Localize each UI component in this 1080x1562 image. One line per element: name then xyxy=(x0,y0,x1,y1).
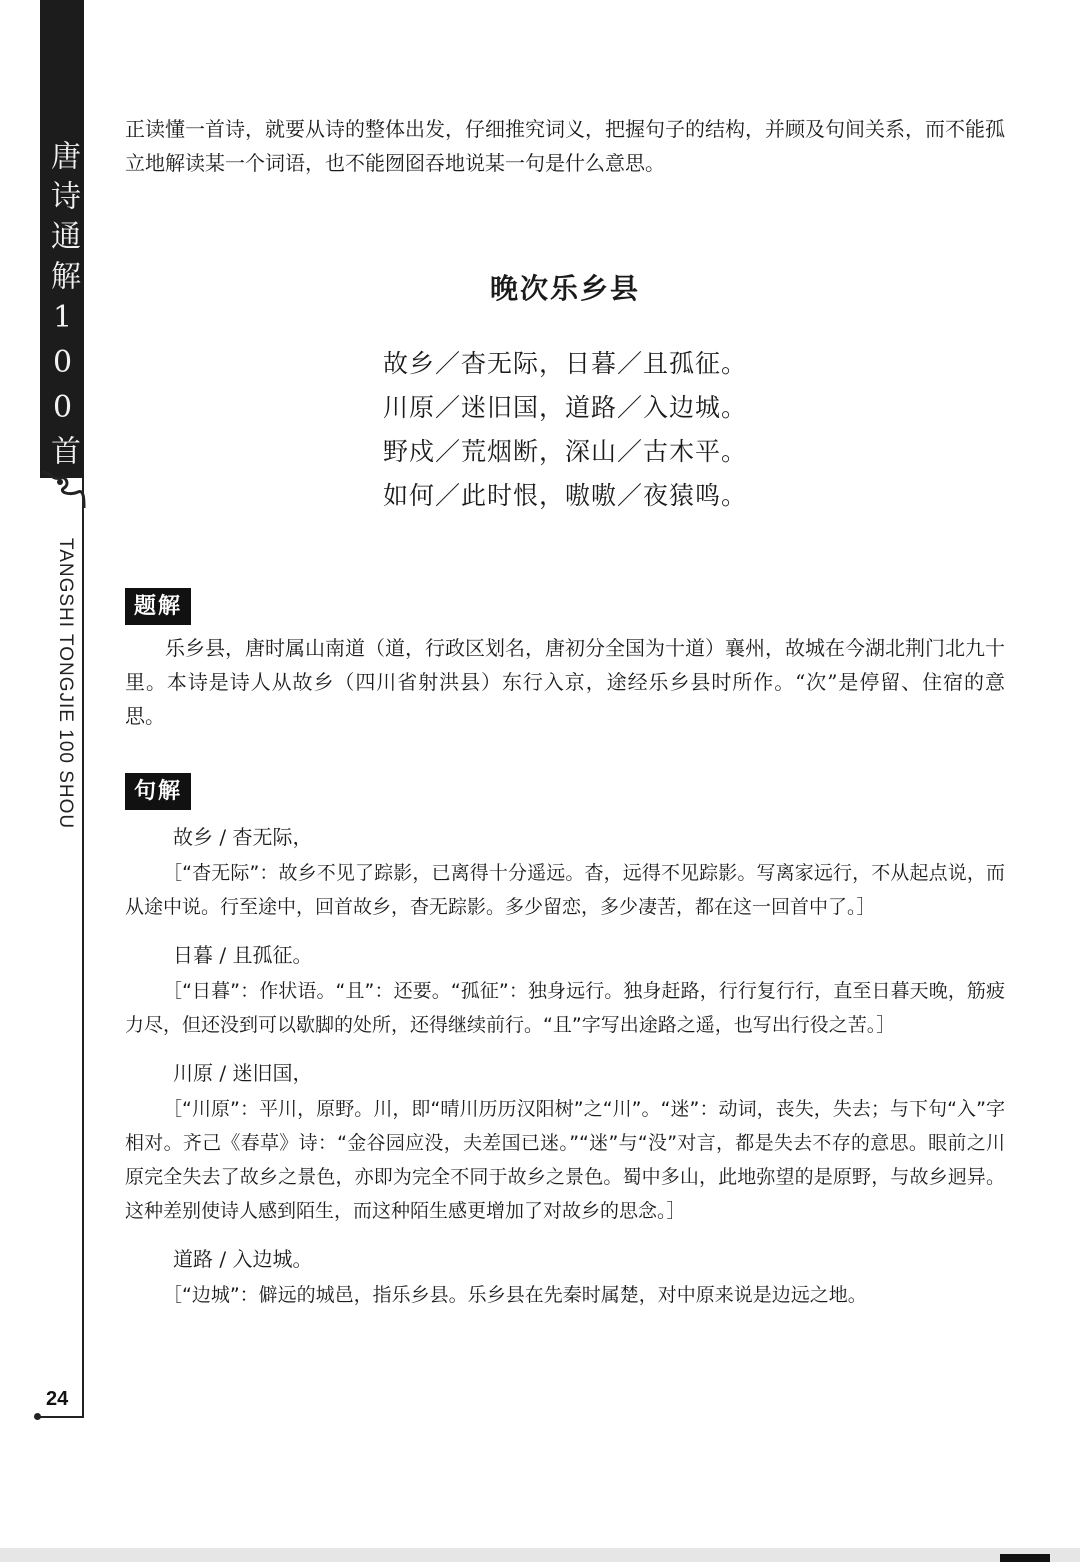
verse-line: 道路 / 入边城。 xyxy=(173,1247,313,1271)
section-heading-tijie: 题解 xyxy=(125,588,191,625)
book-title-vertical: 唐诗通解100首 xyxy=(45,140,80,475)
poem-line: 野戍／荒烟断，深山／古木平。 xyxy=(382,437,747,466)
verse-note: ［“日暮”：作状语。“且”：还要。“孤征”：独身远行。独身赶路，行行复行行，直至日暮天晚，筋疲力尽，但还没到可以歇脚的处所，还得继续前行。“且”字写出途路之遥，也写出行役之苦。］ xyxy=(125,980,1005,1036)
poem-line: 故乡／杳无际，日暮／且孤征。 xyxy=(382,349,747,378)
intro-paragraph: 正读懂一首诗，就要从诗的整体出发，仔细推究词义，把握句子的结构，并顾及句间关系，而不能孤立地解读某一个词语，也不能囫囵吞地说某一句是什么意思。 xyxy=(125,117,1005,175)
section-heading-jujie: 句解 xyxy=(125,773,191,810)
verse-note: ［“川原”：平川，原野。川，即“晴川历历汉阳树”之“川”。“迷”：动词，丧失，失去；与下句“入”字相对。齐己《春草》诗：“金谷园应没，夫差国已迷。”“迷”与“没”对言，都是失去不存的意思。眼前之川原完全失去了故乡之景色，亦即为完全不同于故乡之景色。蜀中多山，此地弥望的是原野，与故乡迥异。这种差别使诗人感到陌生，而这种陌生感更增加了对故乡的思念。］ xyxy=(125,1098,1005,1222)
page-number: 24 xyxy=(46,1388,69,1410)
tijie-paragraph: 乐乡县，唐时属山南道（道，行政区划名，唐初分全国为十道）襄州，故城在今湖北荆门北九十里。本诗是诗人从故乡（四川省射洪县）东行入京，途经乐乡县时所作。“次”是停留、住宿的意思。 xyxy=(125,636,1005,728)
verse-line: 故乡 / 杳无际， xyxy=(173,825,313,849)
sidebar-rule xyxy=(82,478,84,1418)
poem-line: 川原／迷旧国，道路／入边城。 xyxy=(382,393,747,422)
bottom-bar xyxy=(0,1548,1080,1562)
page-content xyxy=(125,112,1005,1312)
book-title-pinyin: TANGSHI TONGJIE 100 SHOU xyxy=(55,538,76,830)
verse-note: ［“边城”：僻远的城邑，指乐乡县。乐乡县在先秦时属楚，对中原来说是边远之地。 xyxy=(163,1284,867,1306)
page-number-dot xyxy=(34,1413,41,1420)
poem-title: 晚次乐乡县 xyxy=(489,272,640,305)
poem-line: 如何／此时恨，嗷嗷／夜猿鸣。 xyxy=(382,481,747,510)
page-number-rule xyxy=(36,1416,84,1418)
cloud-ornament-icon xyxy=(40,470,86,510)
verse-line: 日暮 / 且孤征。 xyxy=(173,943,313,967)
verse-note: ［“杳无际”：故乡不见了踪影，已离得十分遥远。杳，远得不见踪影。写离家远行，不从起点说，而从途中说。行至途中，回首故乡，杳无踪影。多少留恋，多少凄苦，都在这一回首中了。］ xyxy=(125,862,1005,918)
bottom-tab xyxy=(1000,1554,1050,1562)
verse-line: 川原 / 迷旧国， xyxy=(173,1061,313,1085)
